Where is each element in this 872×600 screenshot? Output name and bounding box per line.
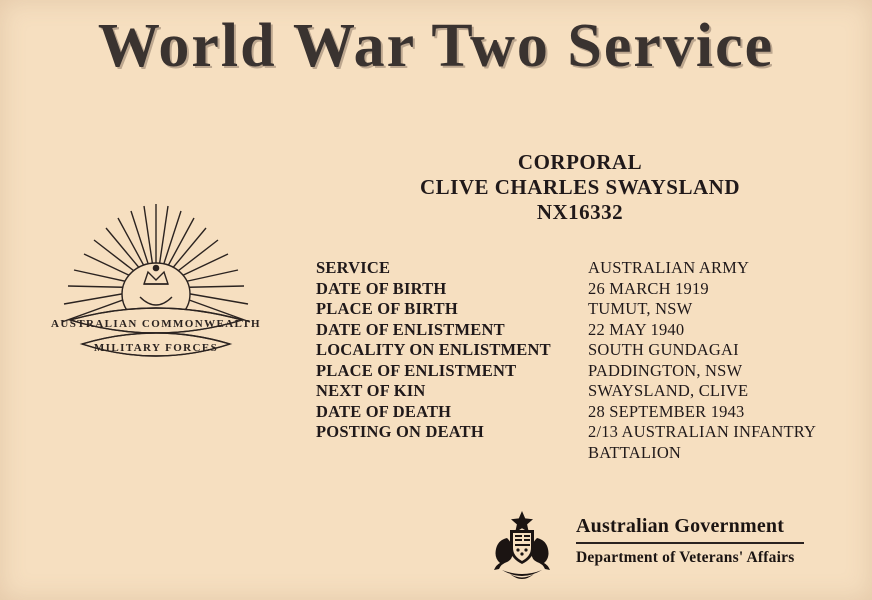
detail-label: DATE OF BIRTH [316,278,447,298]
table-row [316,320,856,341]
table-row [316,258,856,279]
detail-value: SWAYSLAND, CLIVE [588,381,749,400]
table-row [316,279,856,300]
government-footer [480,508,820,588]
wordmark-divider [576,542,804,544]
honouree-rank: CORPORAL [517,150,643,174]
service-details [316,258,856,463]
detail-value: SOUTH GUNDAGAI [588,340,739,359]
detail-value: 22 MAY 1940 [588,319,685,339]
detail-label: NEXT OF KIN [316,381,426,400]
table-row [316,361,856,382]
service-details-table [316,258,856,463]
detail-label: SERVICE [316,258,391,277]
department-label: Department of Veterans' Affairs [576,548,795,566]
government-wordmark [576,514,816,567]
honouree-service-number: NX16332 [536,200,624,224]
certificate-title-bar [0,8,872,84]
australian-coat-of-arms-icon [480,508,564,588]
detail-value: AUSTRALIAN ARMY [588,258,750,277]
detail-label: LOCALITY ON ENLISTMENT [316,340,551,359]
rising-sun-badge-icon [48,196,264,386]
detail-value: PADDINGTON, NSW [588,360,743,380]
detail-value: 26 MARCH 1919 [588,278,709,298]
svg-text:MILITARY FORCES: MILITARY FORCES [93,342,219,354]
detail-label: POSTING ON DEATH [316,422,484,441]
detail-label: PLACE OF ENLISTMENT [316,360,517,380]
detail-value: 28 SEPTEMBER 1943 [588,401,745,421]
honouree-name: CLIVE CHARLES SWAYSLAND [420,175,740,199]
table-row [316,381,856,402]
honouree-heading [300,150,860,225]
detail-label: DATE OF ENLISTMENT [316,319,505,339]
table-row [316,422,856,463]
table-row [316,402,856,423]
detail-value: 2/13 AUSTRALIAN INFANTRY BATTALION [588,422,816,462]
government-label: Australian Government [576,515,785,537]
page-title: World War Two Service [97,12,775,80]
detail-label: PLACE OF BIRTH [316,299,458,318]
table-row [316,299,856,320]
detail-value: TUMUT, NSW [588,299,693,318]
detail-label: DATE OF DEATH [316,401,452,421]
svg-text:AUSTRALIAN COMMONWEALTH: AUSTRALIAN COMMONWEALTH [51,318,261,330]
table-row [316,340,856,361]
